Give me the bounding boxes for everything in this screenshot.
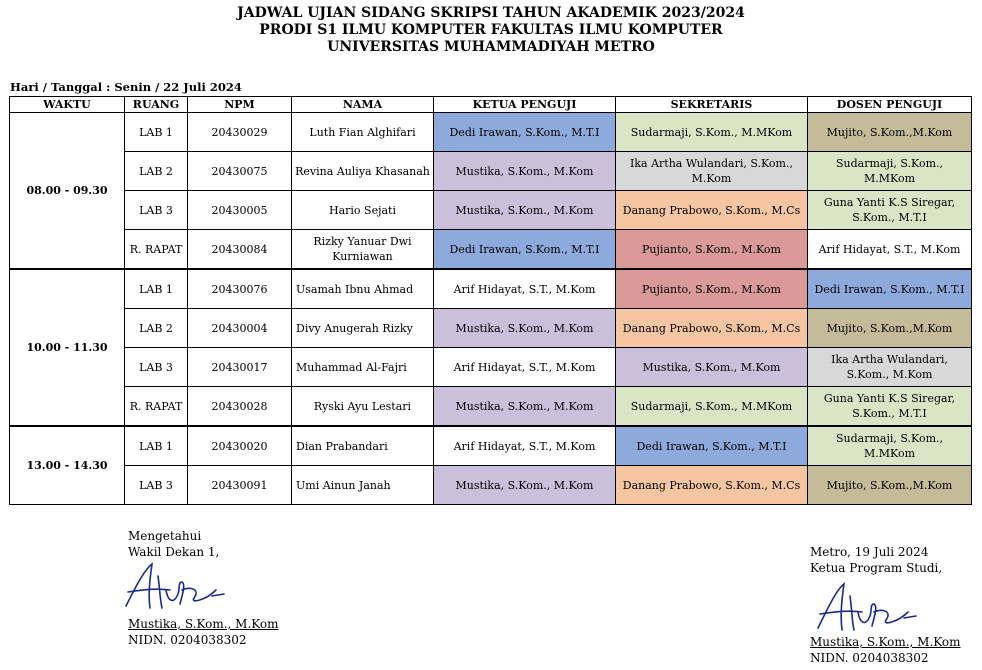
header-dosen-penguji: DOSEN PENGUJI bbox=[808, 97, 972, 113]
dosen-cell: Dedi Irawan, S.Kom., M.T.I bbox=[808, 269, 972, 309]
ketua-cell: Arif Hidayat, S.T., M.Kom bbox=[434, 426, 616, 466]
table-header-row bbox=[10, 97, 972, 113]
dosen-cell: Arif Hidayat, S.T., M.Kom bbox=[808, 230, 972, 270]
ruang-cell: LAB 1 bbox=[125, 426, 188, 466]
sekretaris-cell: Pujianto, S.Kom., M.Kom bbox=[616, 269, 808, 309]
ketua-cell: Dedi Irawan, S.Kom., M.T.I bbox=[434, 230, 616, 270]
table-row bbox=[10, 309, 972, 348]
right-sign-line-2: Ketua Program Studi, bbox=[810, 561, 943, 575]
dosen-cell: Mujito, S.Kom.,M.Kom bbox=[808, 309, 972, 348]
table-row bbox=[10, 426, 972, 466]
sekretaris-cell: Danang Prabowo, S.Kom., M.Cs bbox=[616, 466, 808, 505]
signatory-left bbox=[128, 616, 279, 648]
dosen-cell: Guna Yanti K.S Siregar, S.Kom., M.T.I bbox=[808, 387, 972, 427]
ruang-cell: LAB 2 bbox=[125, 309, 188, 348]
nama-cell: Umi Ainun Janah bbox=[292, 466, 434, 505]
dosen-cell: Guna Yanti K.S Siregar, S.Kom., M.T.I bbox=[808, 191, 972, 230]
left-sign-line-1: Mengetahui bbox=[128, 529, 202, 543]
npm-cell: 20430028 bbox=[188, 387, 292, 427]
ketua-cell: Arif Hidayat, S.T., M.Kom bbox=[434, 269, 616, 309]
header-waktu: WAKTU bbox=[10, 97, 125, 113]
title-line-3: UNIVERSITAS MUHAMMADIYAH METRO bbox=[327, 39, 655, 55]
signature-block-right bbox=[810, 544, 942, 576]
title-line-1: JADWAL UJIAN SIDANG SKRIPSI TAHUN AKADEMIK 2023/2024 bbox=[237, 5, 745, 21]
ruang-cell: LAB 3 bbox=[125, 191, 188, 230]
nama-cell: Muhammad Al-Fajri bbox=[292, 348, 434, 387]
ketua-cell: Dedi Irawan, S.Kom., M.T.I bbox=[434, 113, 616, 152]
npm-cell: 20430005 bbox=[188, 191, 292, 230]
ketua-cell: Mustika, S.Kom., M.Kom bbox=[434, 152, 616, 191]
handwritten-signature-right bbox=[812, 578, 922, 638]
nama-cell: Divy Anugerah Rizky bbox=[292, 309, 434, 348]
dosen-cell: Sudarmaji, S.Kom., M.MKom bbox=[808, 426, 972, 466]
sekretaris-cell: Pujianto, S.Kom., M.Kom bbox=[616, 230, 808, 270]
sekretaris-cell: Danang Prabowo, S.Kom., M.Cs bbox=[616, 309, 808, 348]
dosen-cell: Sudarmaji, S.Kom., M.MKom bbox=[808, 152, 972, 191]
ketua-cell: Mustika, S.Kom., M.Kom bbox=[434, 387, 616, 427]
ketua-cell: Mustika, S.Kom., M.Kom bbox=[434, 466, 616, 505]
dosen-cell: Mujito, S.Kom.,M.Kom bbox=[808, 113, 972, 152]
table-row bbox=[10, 269, 972, 309]
time-slot-cell: 10.00 - 11.30 bbox=[10, 269, 125, 426]
nama-cell: Luth Fian Alghifari bbox=[292, 113, 434, 152]
handwritten-signature-left bbox=[120, 560, 230, 616]
table-row bbox=[10, 230, 972, 270]
npm-cell: 20430004 bbox=[188, 309, 292, 348]
ruang-cell: LAB 3 bbox=[125, 348, 188, 387]
right-signatory-name: Mustika, S.Kom., M.Kom bbox=[810, 635, 961, 649]
left-signatory-name: Mustika, S.Kom., M.Kom bbox=[128, 617, 279, 631]
nama-cell: Usamah Ibnu Ahmad bbox=[292, 269, 434, 309]
ruang-cell: R. RAPAT bbox=[125, 387, 188, 427]
npm-cell: 20430017 bbox=[188, 348, 292, 387]
sekretaris-cell: Mustika, S.Kom., M.Kom bbox=[616, 348, 808, 387]
table-row bbox=[10, 348, 972, 387]
nama-cell: Rizky Yanuar Dwi Kurniawan bbox=[292, 230, 434, 270]
header-ketua-penguji: KETUA PENGUJI bbox=[434, 97, 616, 113]
right-signatory-nidn: NIDN. 0204038302 bbox=[810, 651, 929, 665]
sekretaris-cell: Sudarmaji, S.Kom., M.MKom bbox=[616, 113, 808, 152]
npm-cell: 20430091 bbox=[188, 466, 292, 505]
header-ruang: RUANG bbox=[125, 97, 188, 113]
table-row bbox=[10, 152, 972, 191]
ruang-cell: LAB 2 bbox=[125, 152, 188, 191]
ruang-cell: LAB 1 bbox=[125, 269, 188, 309]
nama-cell: Ryski Ayu Lestari bbox=[292, 387, 434, 427]
ruang-cell: R. RAPAT bbox=[125, 230, 188, 270]
nama-cell: Revina Auliya Khasanah bbox=[292, 152, 434, 191]
ruang-cell: LAB 1 bbox=[125, 113, 188, 152]
table-row bbox=[10, 387, 972, 427]
npm-cell: 20430029 bbox=[188, 113, 292, 152]
sekretaris-cell: Sudarmaji, S.Kom., M.MKom bbox=[616, 387, 808, 427]
time-slot-cell: 08.00 - 09.30 bbox=[10, 113, 125, 270]
title-line-2: PRODI S1 ILMU KOMPUTER FAKULTAS ILMU KOMPUTER bbox=[259, 22, 723, 38]
right-sign-line-1: Metro, 19 Juli 2024 bbox=[810, 545, 929, 559]
npm-cell: 20430075 bbox=[188, 152, 292, 191]
ketua-cell: Arif Hidayat, S.T., M.Kom bbox=[434, 348, 616, 387]
table-row bbox=[10, 466, 972, 505]
npm-cell: 20430020 bbox=[188, 426, 292, 466]
signature-block-left bbox=[128, 528, 219, 560]
left-sign-line-2: Wakil Dekan 1, bbox=[128, 545, 220, 559]
table-row bbox=[10, 113, 972, 152]
ruang-cell: LAB 3 bbox=[125, 466, 188, 505]
date-line: Hari / Tanggal : Senin / 22 Juli 2024 bbox=[10, 80, 242, 94]
sekretaris-cell: Danang Prabowo, S.Kom., M.Cs bbox=[616, 191, 808, 230]
npm-cell: 20430084 bbox=[188, 230, 292, 270]
header-npm: NPM bbox=[188, 97, 292, 113]
nama-cell: Dian Prabandari bbox=[292, 426, 434, 466]
nama-cell: Hario Sejati bbox=[292, 191, 434, 230]
schedule-table bbox=[9, 96, 972, 505]
ketua-cell: Mustika, S.Kom., M.Kom bbox=[434, 309, 616, 348]
dosen-cell: Mujito, S.Kom.,M.Kom bbox=[808, 466, 972, 505]
document-title bbox=[0, 5, 982, 56]
sekretaris-cell: Dedi Irawan, S.Kom., M.T.I bbox=[616, 426, 808, 466]
header-sekretaris: SEKRETARIS bbox=[616, 97, 808, 113]
sekretaris-cell: Ika Artha Wulandari, S.Kom., M.Kom bbox=[616, 152, 808, 191]
time-slot-cell: 13.00 - 14.30 bbox=[10, 426, 125, 505]
signatory-right bbox=[810, 634, 961, 666]
dosen-cell: Ika Artha Wulandari, S.Kom., M.Kom bbox=[808, 348, 972, 387]
left-signatory-nidn: NIDN. 0204038302 bbox=[128, 633, 247, 647]
npm-cell: 20430076 bbox=[188, 269, 292, 309]
table-row bbox=[10, 191, 972, 230]
header-nama: NAMA bbox=[292, 97, 434, 113]
ketua-cell: Mustika, S.Kom., M.Kom bbox=[434, 191, 616, 230]
